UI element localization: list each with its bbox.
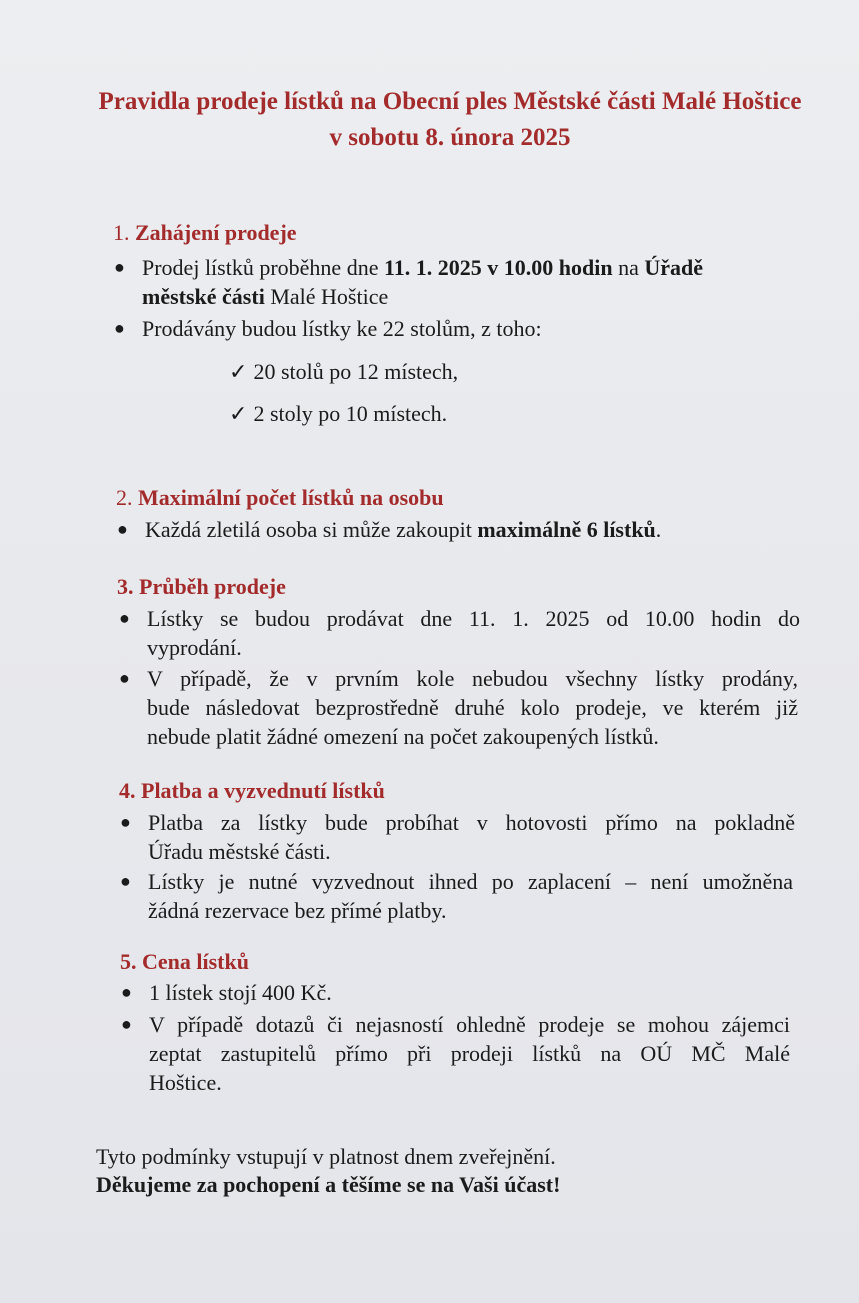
list-item: ● Lístky se budou prodávat dne 11. 1. 2025 od 10.00 hodin do vyprodání. bbox=[119, 606, 800, 660]
list-item: ● Každá zletilá osoba si může zakoupit maximálně 6 lístků. bbox=[117, 517, 662, 542]
section-3-heading bbox=[117, 573, 286, 601]
section-title: Maximální počet lístků na osobu bbox=[138, 485, 444, 510]
section-2-heading bbox=[116, 484, 444, 512]
section-4-heading bbox=[119, 777, 385, 805]
section-1-heading bbox=[113, 219, 297, 247]
footer-note: Tyto podmínky vstupují v platnost dnem zveřejnění. bbox=[96, 1144, 556, 1169]
section-number: 3. bbox=[117, 574, 134, 599]
title-line-1: Pravidla prodeje lístků na Obecní ples Městské části Malé Hoštice bbox=[98, 88, 802, 115]
footer-thanks: Děkujeme za pochopení a těšíme se na Vaši účast! bbox=[96, 1172, 561, 1197]
list-item: ● 1 lístek stojí 400 Kč. bbox=[121, 980, 332, 1005]
checklist-item: ✓ 2 stoly po 10 místech. bbox=[229, 401, 448, 426]
list-item: ● Prodej lístků proběhne dne 11. 1. 2025 v 10.00 hodin na Úřadě městské části Malé Hoštice bbox=[114, 255, 703, 309]
list-item: ● V případě dotazů či nejasností ohledně prodeje se mohou zájemci zeptat zastupitelů přímo při prodeji lístků na OÚ MČ Malé Hoštice. bbox=[121, 1012, 790, 1095]
section-title: Zahájení prodeje bbox=[135, 220, 297, 245]
section-5-heading bbox=[120, 948, 249, 976]
checkmark-icon: ✓ bbox=[229, 401, 248, 426]
list-item: ● Platba za lístky bude probíhat v hotovosti přímo na pokladně Úřadu městské části. bbox=[120, 810, 795, 864]
section-title: Průběh prodeje bbox=[139, 574, 286, 599]
bullet-icon: ● bbox=[121, 1014, 132, 1034]
checklist-item: ✓ 20 stolů po 12 místech, bbox=[229, 359, 459, 384]
list-item: ● V případě, že v prvním kole nebudou všechny lístky prodány, bude následovat bezprostředně druhé kolo prodeje, ve kterém již nebude platit žádné omezení na počet zakoupených lístků. bbox=[119, 666, 798, 749]
bullet-icon: ● bbox=[114, 257, 125, 277]
list-item: ● Prodávány budou lístky ke 22 stolům, z toho: bbox=[114, 316, 542, 341]
section-title: Platba a vyzvednutí lístků bbox=[141, 778, 385, 803]
bullet-icon: ● bbox=[120, 871, 131, 891]
document-title bbox=[0, 84, 859, 156]
bullet-icon: ● bbox=[121, 982, 132, 1002]
bullet-icon: ● bbox=[119, 668, 130, 688]
section-number: 4. bbox=[119, 778, 136, 803]
title-line-2: v sobotu 8. února 2025 bbox=[329, 124, 571, 151]
section-number: 2. bbox=[116, 485, 133, 510]
bullet-icon: ● bbox=[117, 519, 128, 539]
checkmark-icon: ✓ bbox=[229, 359, 248, 384]
section-title: Cena lístků bbox=[142, 949, 249, 974]
bullet-icon: ● bbox=[120, 812, 131, 832]
bullet-icon: ● bbox=[114, 318, 125, 338]
section-number: 1. bbox=[113, 220, 130, 245]
bullet-icon: ● bbox=[119, 608, 130, 628]
section-number: 5. bbox=[120, 949, 137, 974]
list-item: ● Lístky je nutné vyzvednout ihned po zaplacení – není umožněna žádná rezervace bez přímé platby. bbox=[120, 869, 793, 923]
